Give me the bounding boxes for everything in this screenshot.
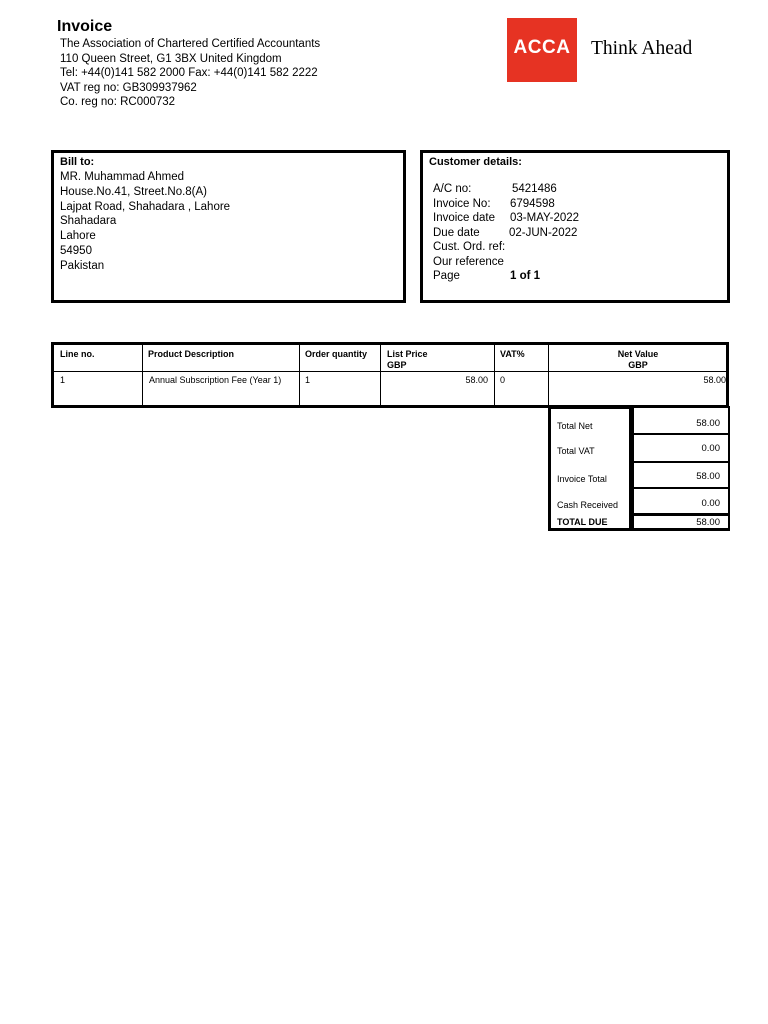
bill-to-line: 54950: [60, 244, 92, 257]
column-divider: [494, 345, 495, 405]
company-reg-no: Co. reg no: RC000732: [60, 96, 176, 109]
total-net-value: 58.00: [632, 406, 730, 434]
company-name: The Association of Chartered Certified Accountants: [60, 38, 321, 50]
company-phone: Tel: +44(0)141 582 2000 Fax: +44(0)141 582 2222: [60, 67, 318, 80]
row-order-quantity: 1: [305, 375, 311, 385]
bill-to-heading: Bill to:: [60, 156, 95, 168]
bill-to-line: Lajpat Road, Shahadara , Lahore: [60, 200, 231, 213]
page-label: Page: [433, 270, 460, 282]
logo-text: ACCA: [513, 37, 571, 58]
header-net-value: [549, 349, 727, 371]
invoice-total-label: Invoice Total: [557, 474, 607, 484]
due-date-value: 02-JUN-2022: [509, 227, 578, 239]
cash-received-label: Cash Received: [557, 500, 619, 510]
invoice-title: Invoice: [57, 18, 113, 35]
our-reference-label: Our reference: [433, 256, 504, 268]
bill-to-address: [60, 170, 230, 274]
total-net-label: Total Net: [557, 421, 593, 431]
header-vat: VAT%: [500, 349, 525, 359]
customer-order-ref-label: Cust. Ord. ref:: [433, 241, 506, 253]
total-vat-label: Total VAT: [557, 446, 595, 456]
total-due-value: 58.00: [632, 514, 730, 531]
header-list-price: [387, 349, 428, 371]
row-net-value: 58.00: [703, 375, 726, 385]
cash-received-value: 0.00: [632, 488, 730, 514]
bill-to-line: Shahadara: [60, 215, 117, 228]
invoice-date-label: Invoice date: [433, 212, 496, 224]
header-line-no: Line no.: [60, 349, 95, 359]
header-order-quantity: Order quantity: [305, 349, 368, 359]
acca-logo: [507, 18, 577, 82]
bill-to-line: Lahore: [60, 230, 96, 243]
bill-to-line: House.No.41, Street.No.8(A): [60, 185, 208, 198]
bill-to-line: MR. Muhammad Ahmed: [60, 171, 184, 183]
column-divider: [299, 345, 300, 405]
invoice-date-value: 03-MAY-2022: [510, 212, 580, 224]
tagline: Think Ahead: [591, 38, 693, 59]
company-vat-reg: VAT reg no: GB309937962: [60, 81, 197, 94]
bill-to-box: [51, 150, 406, 303]
header-list-price-currency: GBP: [387, 360, 407, 370]
company-address-block: [60, 37, 320, 110]
customer-details-heading: Customer details:: [429, 156, 522, 168]
header-product-description: Product Description: [148, 349, 235, 359]
row-list-price: 58.00: [465, 375, 488, 385]
page-value: 1 of 1: [510, 270, 541, 282]
total-due-label: TOTAL DUE: [557, 517, 608, 527]
invoice-total-value: 58.00: [632, 462, 730, 488]
company-street: 110 Queen Street, G1 3BX United Kingdom: [60, 52, 282, 65]
invoice-number-value: 6794598: [510, 198, 555, 210]
account-number-label: A/C no:: [433, 183, 472, 195]
bill-to-line: Pakistan: [60, 259, 105, 272]
total-vat-value: 0.00: [632, 434, 730, 462]
row-vat: 0: [500, 375, 506, 385]
header-row-divider: [54, 371, 726, 372]
customer-details-box: [420, 150, 730, 303]
header-net-value-label: Net Value: [617, 349, 659, 359]
totals-values-box: [632, 406, 730, 531]
line-items-table: [51, 342, 729, 408]
header-net-value-currency: GBP: [628, 360, 648, 370]
account-number-value: 5421486: [512, 183, 557, 195]
totals-labels-box: [548, 406, 632, 531]
row-product-description: Annual Subscription Fee (Year 1): [149, 375, 282, 385]
header-list-price-label: List Price: [387, 349, 428, 359]
due-date-label: Due date: [433, 227, 480, 239]
row-line-no: 1: [60, 375, 66, 385]
invoice-number-label: Invoice No:: [433, 198, 491, 210]
